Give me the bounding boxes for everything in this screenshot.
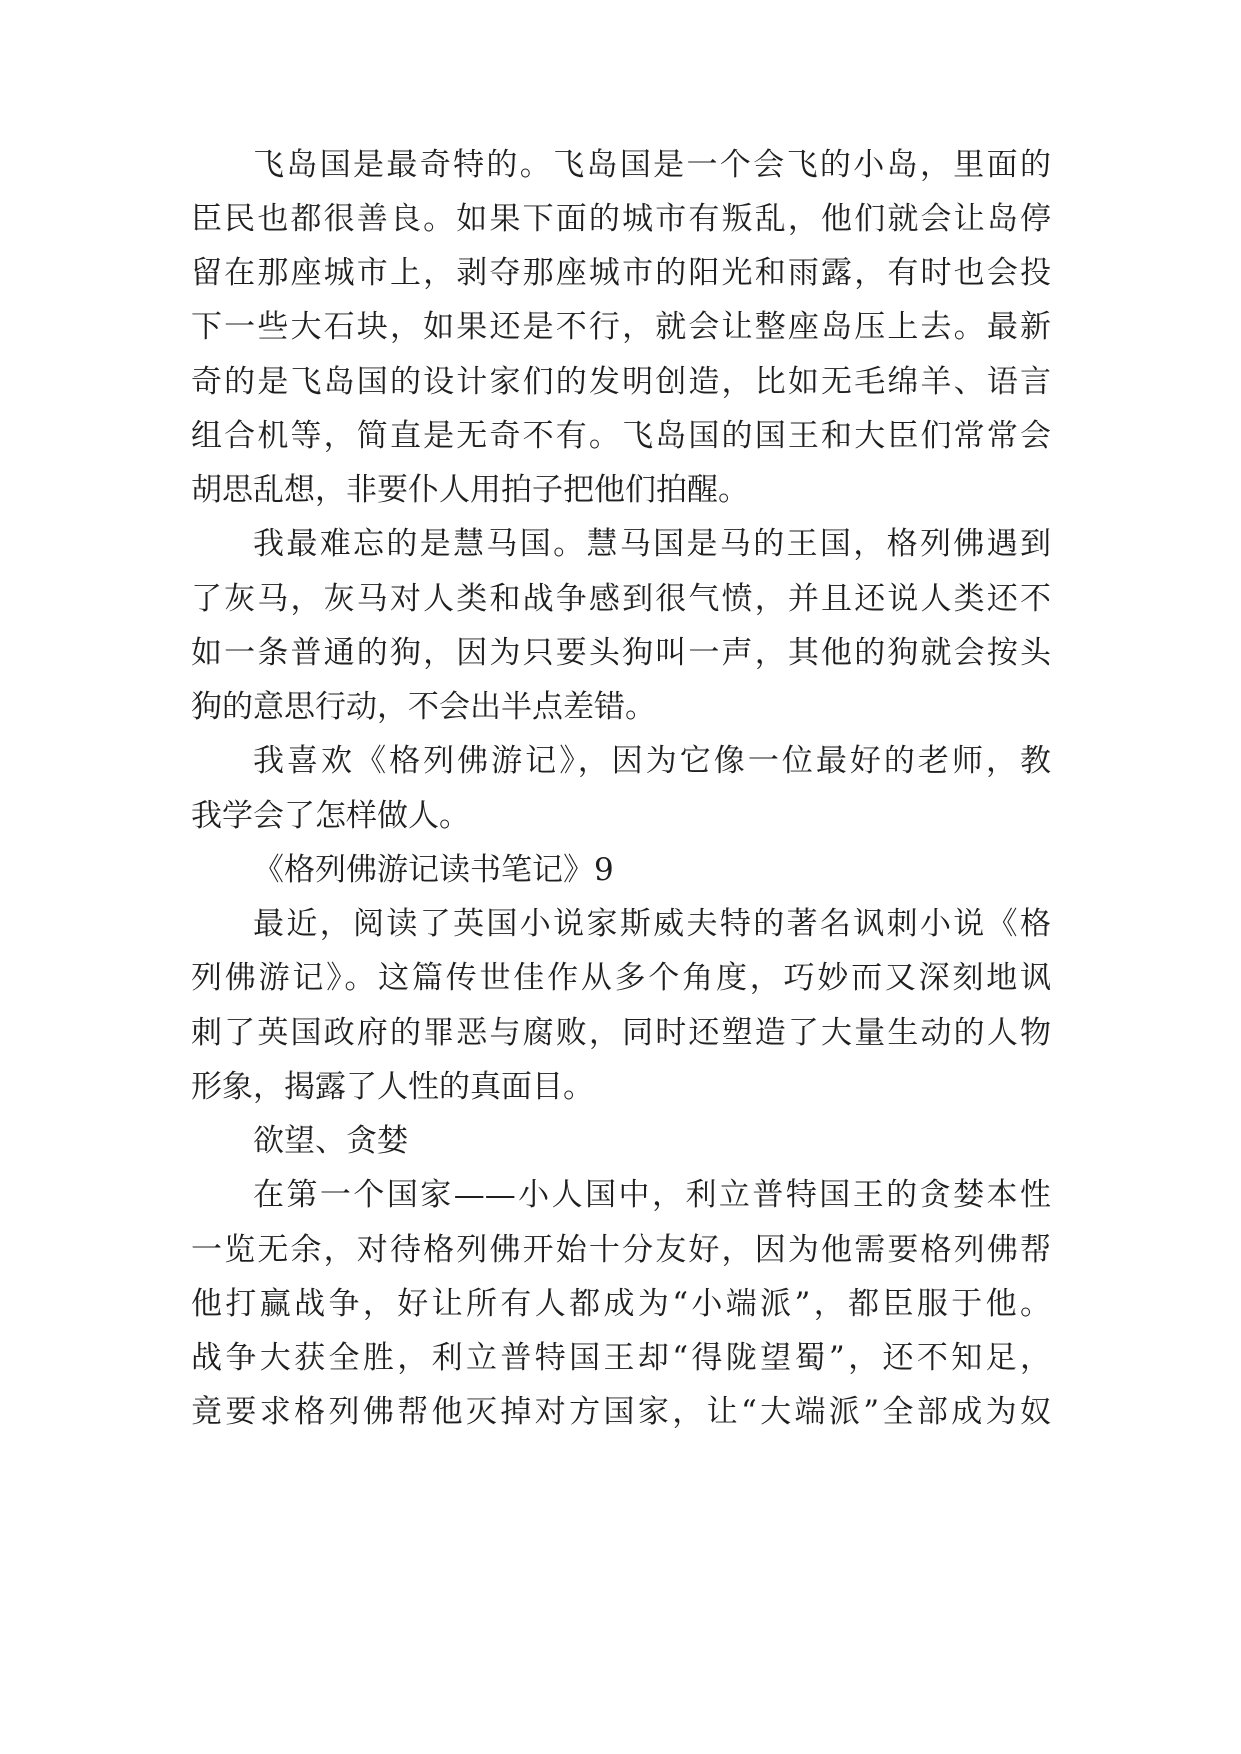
- paragraph-first-line: 我最难忘的是慧马国。慧马国是马的王国，格列佛遇到: [253, 526, 1051, 562]
- section-heading: 欲望、贪婪: [253, 1123, 408, 1159]
- text-line: [0, 736, 1241, 786]
- text-line: [0, 1225, 1241, 1275]
- paragraph-first-line: 飞岛国是最奇特的。飞岛国是一个会飞的小岛，里面的: [253, 147, 1051, 183]
- paragraph-line: 留在那座城市上，剥夺那座城市的阳光和雨露，有时也会投: [191, 255, 1051, 291]
- text-line: [0, 140, 1241, 190]
- text-line: [0, 1279, 1241, 1329]
- text-line: [0, 1333, 1241, 1383]
- text-line: [0, 248, 1241, 298]
- text-line: [0, 845, 1241, 895]
- paragraph-line: 他打赢战争，好让所有人都成为“小端派”，都臣服于他。: [191, 1286, 1051, 1322]
- paragraph-last-line: 我学会了怎样做人。: [191, 798, 470, 834]
- text-line: [0, 1008, 1241, 1058]
- text-line: [0, 194, 1241, 244]
- text-line: [0, 574, 1241, 624]
- paragraph-line: 一览无余，对待格列佛开始十分友好，因为他需要格列佛帮: [191, 1232, 1051, 1268]
- text-line: [0, 1116, 1241, 1166]
- text-line: [0, 1062, 1241, 1112]
- paragraph-line: 了灰马，灰马对人类和战争感到很气愤，并且还说人类还不: [191, 581, 1051, 617]
- paragraph-line: 竟要求格列佛帮他灭掉对方国家，让“大端派”全部成为奴: [191, 1394, 1051, 1430]
- paragraph-first-line: 我喜欢《格列佛游记》，因为它像一位最好的老师，教: [253, 743, 1051, 779]
- paragraph-last-line: 胡思乱想，非要仆人用拍子把他们拍醒。: [191, 472, 749, 508]
- text-line: [0, 357, 1241, 407]
- paragraph-first-line: 在第一个国家——小人国中，利立普特国王的贪婪本性: [253, 1177, 1051, 1213]
- section-title: 《格列佛游记读书笔记》9: [253, 852, 614, 888]
- text-line: [0, 628, 1241, 678]
- text-line: [0, 791, 1241, 841]
- text-line: [0, 411, 1241, 461]
- paragraph-last-line: 狗的意思行动，不会出半点差错。: [191, 689, 656, 725]
- paragraph-line: 战争大获全胜，利立普特国王却“得陇望蜀”，还不知足，: [191, 1340, 1051, 1376]
- paragraph-line: 下一些大石块，如果还是不行，就会让整座岛压上去。最新: [191, 309, 1051, 345]
- text-line: [0, 465, 1241, 515]
- text-line: [0, 1387, 1241, 1437]
- text-line: [0, 682, 1241, 732]
- paragraph-line: 刺了英国政府的罪恶与腐败，同时还塑造了大量生动的人物: [191, 1015, 1051, 1051]
- text-line: [0, 953, 1241, 1003]
- paragraph-line: 列佛游记》。这篇传世佳作从多个角度，巧妙而又深刻地讽: [191, 960, 1051, 996]
- paragraph-last-line: 形象，揭露了人性的真面目。: [191, 1069, 594, 1105]
- paragraph-line: 臣民也都很善良。如果下面的城市有叛乱，他们就会让岛停: [191, 201, 1051, 237]
- paragraph-line: 如一条普通的狗，因为只要头狗叫一声，其他的狗就会按头: [191, 635, 1051, 671]
- text-line: [0, 899, 1241, 949]
- paragraph-first-line: 最近，阅读了英国小说家斯威夫特的著名讽刺小说《格: [253, 906, 1051, 942]
- paragraph-line: 奇的是飞岛国的设计家们的发明创造，比如无毛绵羊、语言: [191, 364, 1051, 400]
- text-line: [0, 519, 1241, 569]
- paragraph-line: 组合机等，简直是无奇不有。飞岛国的国王和大臣们常常会: [191, 418, 1051, 454]
- text-line: [0, 1170, 1241, 1220]
- text-line: [0, 302, 1241, 352]
